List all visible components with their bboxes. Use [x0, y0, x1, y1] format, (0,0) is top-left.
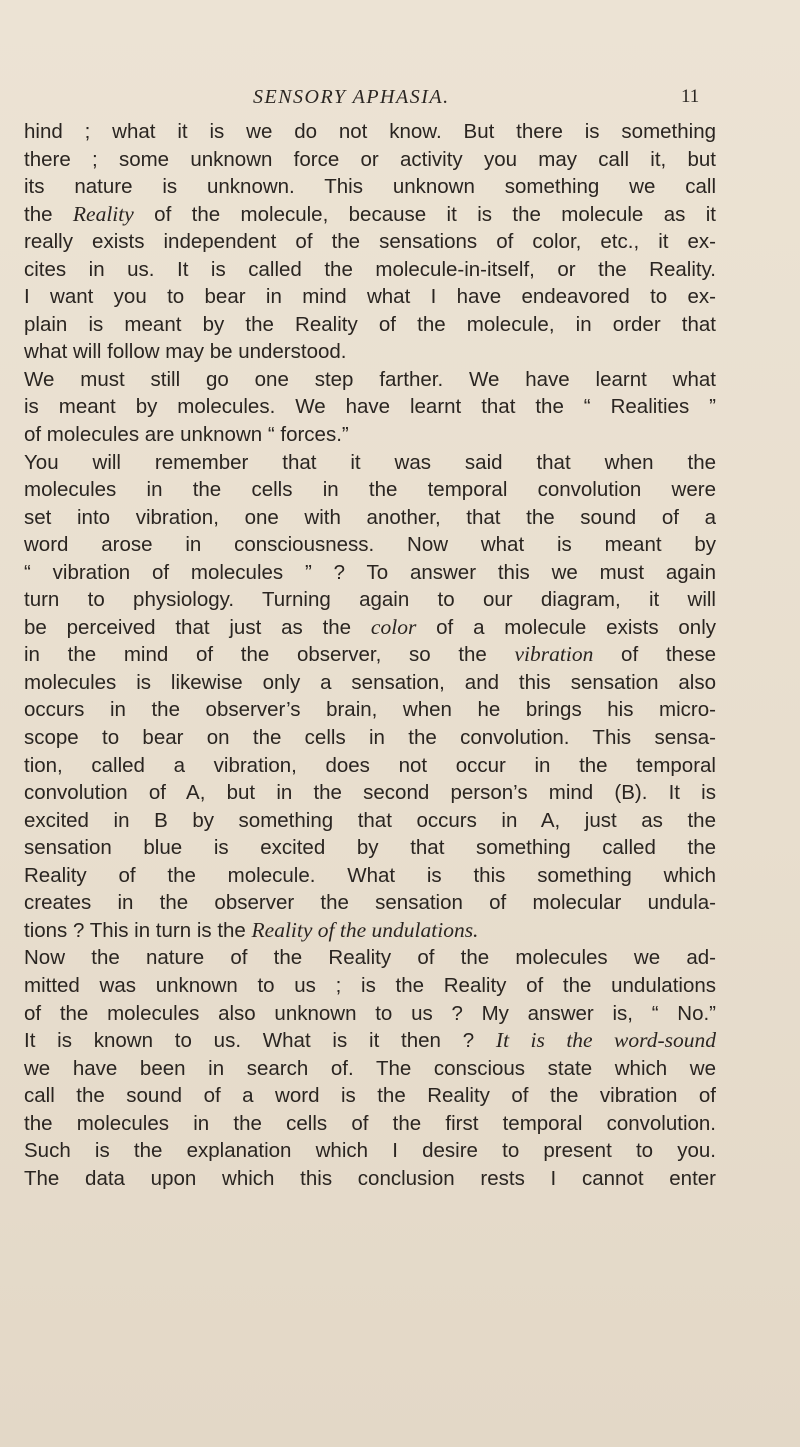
running-title: SENSORY APHASIA. [253, 86, 450, 108]
text-line [24, 504, 716, 532]
text-line [24, 366, 716, 394]
text-run: Reality of the molecule. What is this something which [24, 863, 716, 887]
text-run: there ; some unknown force or activity you may call it, but [24, 147, 716, 171]
page-header [0, 86, 800, 112]
text-line [24, 862, 716, 890]
text-line [24, 972, 716, 1000]
text-run: of the molecules also unknown to us ? My answer is, “ No.” [24, 1001, 716, 1025]
italic-text: Reality [72, 201, 134, 226]
text-line [24, 834, 716, 862]
text-run: set into vibration, one with another, that the sound of a [24, 505, 716, 529]
text-line [24, 421, 716, 449]
text-line [24, 641, 716, 669]
text-line [24, 944, 716, 972]
text-line [24, 1027, 716, 1055]
text-run: Such is the explanation which I desire to present to you. [24, 1139, 716, 1163]
text-run: word arose in consciousness. Now what is meant by [24, 533, 716, 557]
text-line [24, 752, 716, 780]
text-run: occurs in the observer’s brain, when he brings his micro- [24, 698, 716, 722]
text-run: what will follow may be understood. [24, 340, 347, 364]
text-run: scope to bear on the cells in the convolution. This sensa- [24, 726, 716, 750]
text-run: is meant by molecules. We have learnt that the “ Realities ” [24, 395, 716, 419]
text-run: I want you to bear in mind what I have endeavored to ex- [24, 285, 716, 309]
text-run: we have been in search of. The conscious state which we [24, 1056, 716, 1080]
text-run: sensation blue is excited by that something called the [24, 836, 716, 860]
italic-text: Reality of the undulations. [251, 917, 479, 942]
text-run: call the sound of a word is the Reality of the vibration of [24, 1084, 716, 1108]
text-run: creates in the observer the sensation of molecular undula- [24, 891, 716, 915]
text-run: plain is meant by the Reality of the molecule, in order that [24, 312, 716, 336]
text-run: molecules is likewise only a sensation, and this sensation also [24, 670, 716, 694]
text-run: excited in B by something that occurs in A, just as the [24, 808, 716, 832]
text-line [24, 724, 716, 752]
text-line [24, 256, 716, 284]
text-run: “ vibration of molecules ” ? To answer this we must again [24, 560, 716, 584]
text-line [24, 393, 716, 421]
text-line [24, 476, 716, 504]
text-line [24, 338, 716, 366]
text-line [24, 1110, 716, 1138]
italic-text: color [370, 614, 417, 639]
text-run: We must still go one step farther. We have learnt what [24, 367, 716, 391]
text-line [24, 917, 716, 945]
text-line [24, 1165, 716, 1193]
body-text [24, 118, 716, 1192]
text-run: tion, called a vibration, does not occur in the temporal [24, 753, 716, 777]
text-line [24, 449, 716, 477]
text-run: really exists independent of the sensations of color, etc., it ex- [24, 230, 716, 254]
text-line [24, 779, 716, 807]
text-line [24, 614, 716, 642]
text-run: Now the nature of the Reality of the molecules we ad- [24, 946, 716, 970]
text-line [24, 311, 716, 339]
text-run: of molecules are unknown “ forces.” [24, 423, 349, 447]
text-run: the [24, 202, 73, 226]
text-run: of the molecule, because it is the molecule as it [133, 202, 716, 226]
text-line [24, 1082, 716, 1110]
text-run: hind ; what it is we do not know. But there is something [24, 120, 716, 143]
text-run: tions ? This in turn is the [24, 918, 252, 942]
italic-text: It is the word-sound [495, 1028, 716, 1053]
italic-text: vibration [514, 642, 594, 667]
text-run: its nature is unknown. This unknown something we call [24, 175, 716, 199]
text-line [24, 531, 716, 559]
text-line [24, 669, 716, 697]
text-run: of these [593, 643, 716, 667]
text-line [24, 283, 716, 311]
text-line [24, 146, 716, 174]
text-line [24, 559, 716, 587]
text-line [24, 1137, 716, 1165]
text-run: turn to physiology. Turning again to our diagram, it will [24, 588, 716, 612]
text-run: molecules in the cells in the temporal convolution were [24, 478, 716, 502]
text-line [24, 807, 716, 835]
text-run: It is known to us. What is it then ? [24, 1029, 496, 1053]
text-run: in the mind of the observer, so the [24, 643, 515, 667]
text-line [24, 889, 716, 917]
text-line [24, 173, 716, 201]
text-run: be perceived that just as the [24, 615, 371, 639]
text-run: mitted was unknown to us ; is the Reality of the undulations [24, 973, 716, 997]
text-run: You will remember that it was said that when the [24, 450, 716, 474]
text-run: cites in us. It is called the molecule-in-itself, or the Reality. [24, 257, 716, 281]
text-line [24, 118, 716, 146]
text-run: convolution of A, but in the second person’s mind (B). It is [24, 781, 716, 805]
page-number: 11 [681, 86, 700, 107]
text-run: the molecules in the cells of the first temporal convolution. [24, 1111, 716, 1135]
text-line [24, 696, 716, 724]
text-run: of a molecule exists only [416, 615, 716, 639]
text-line [24, 201, 716, 229]
text-line [24, 1055, 716, 1083]
text-line [24, 1000, 716, 1028]
text-run: The data upon which this conclusion rests I cannot enter [24, 1166, 716, 1190]
text-line [24, 586, 716, 614]
text-line [24, 228, 716, 256]
